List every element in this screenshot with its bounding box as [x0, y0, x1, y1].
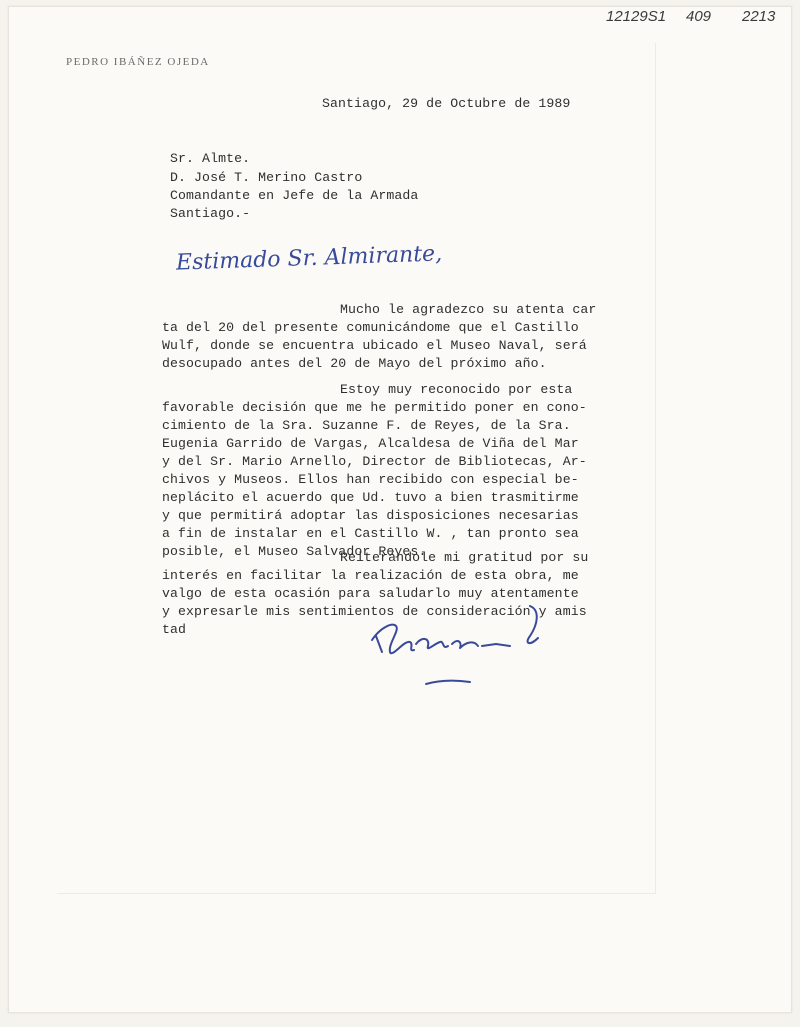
archive-mark-2: 409: [686, 8, 712, 25]
addressee-line: Sr. Almte.: [170, 151, 251, 166]
paragraph-2-line: Eugenia Garrido de Vargas, Alcaldesa de Viña del Mar: [162, 436, 579, 451]
paragraph-3-line: interés en facilitar la realización de esta obra, me: [162, 568, 579, 583]
paragraph-3-line: valgo de esta ocasión para saludarlo muy atentamente: [162, 586, 579, 601]
letterhead: PEDRO IBÁÑEZ OJEDA: [66, 56, 210, 68]
addressee-line: Comandante en Jefe de la Armada: [170, 188, 419, 203]
paragraph-2-line: y que permitirá adoptar las disposiciones necesarias: [162, 508, 579, 523]
paragraph-2-line: chivos y Museos. Ellos han recibido con especial be-: [162, 472, 579, 487]
archive-mark-1: 12129S1: [606, 8, 667, 25]
paragraph-3-line: tad: [162, 622, 187, 637]
paragraph-1-line: ta del 20 del presente comunicándome que el Castillo: [162, 320, 579, 335]
paragraph-2-line: Estoy muy reconocido por esta: [340, 382, 573, 397]
paragraph-2-line: y del Sr. Mario Arnello, Director de Bibliotecas, Ar-: [162, 454, 587, 469]
paragraph-2-line: posible, el Museo Salvador Reyes.: [162, 544, 427, 559]
paragraph-1-line: desocupado antes del 20 de Mayo del próximo año.: [162, 356, 547, 371]
place-date: Santiago, 29 de Octubre de 1989: [322, 96, 571, 111]
archive-mark-3: 2213: [742, 8, 776, 25]
handwritten-signature: [370, 600, 550, 695]
paragraph-2-line: cimiento de la Sra. Suzanne F. de Reyes, de la Sra.: [162, 418, 571, 433]
paragraph-2-line: neplácito el acuerdo que Ud. tuvo a bien trasmitirme: [162, 490, 579, 505]
addressee-line: D. José T. Merino Castro: [170, 170, 363, 185]
handwritten-salutation: Estimado Sr. Almirante,: [175, 241, 443, 276]
paragraph-1-line: Wulf, donde se encuentra ubicado el Museo Naval, será: [162, 338, 587, 353]
paragraph-3-line: Reiterándole mi gratitud por su: [340, 550, 589, 565]
paragraph-1-line: Mucho le agradezco su atenta car: [340, 302, 597, 317]
paragraph-2-line: favorable decisión que me he permitido poner en cono-: [162, 400, 587, 415]
paragraph-3-line: y expresarle mis sentimientos de consideración y amis: [162, 604, 587, 619]
addressee-line: Santiago.-: [170, 206, 251, 221]
paragraph-2-line: a fin de instalar en el Castillo W. , tan pronto sea: [162, 526, 579, 541]
